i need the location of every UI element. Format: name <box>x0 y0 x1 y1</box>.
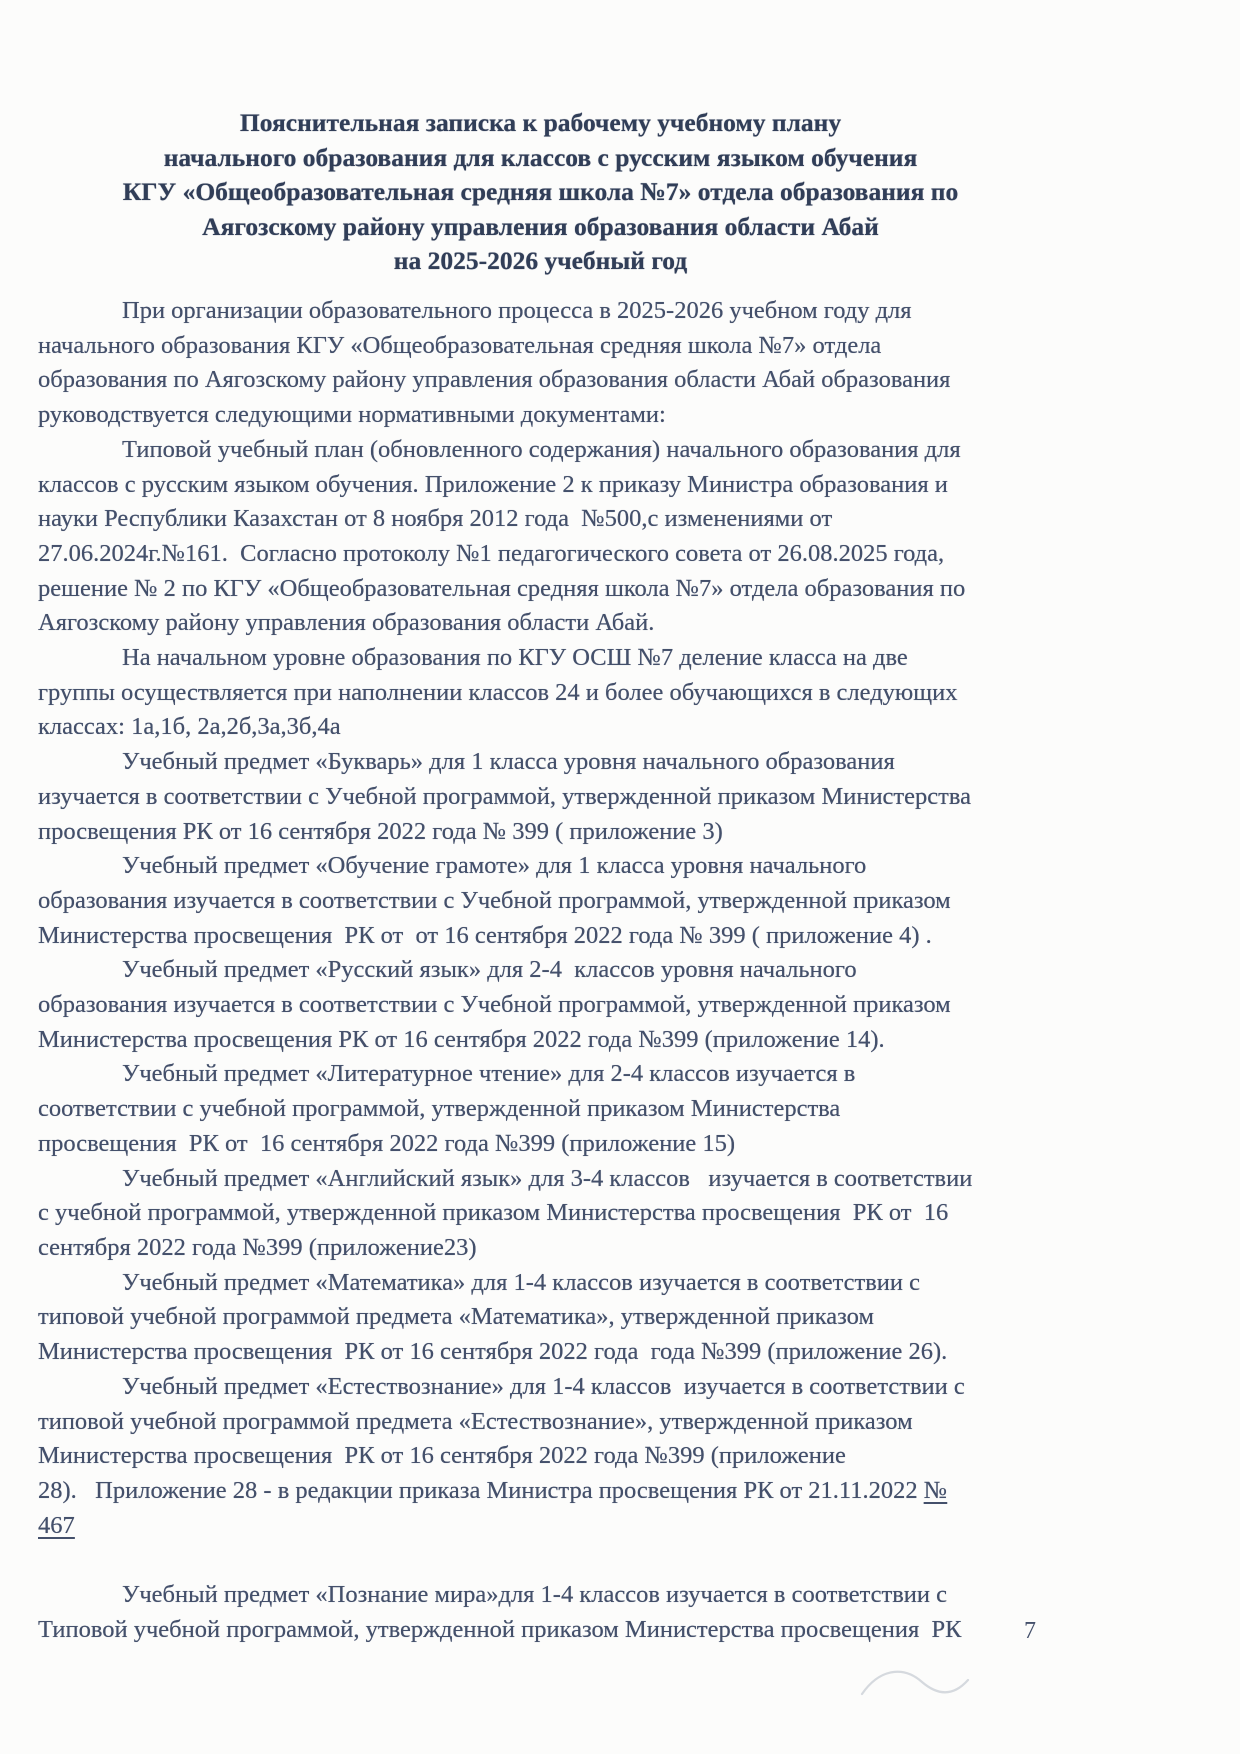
text-line <box>38 988 1128 1023</box>
text-line <box>38 1266 1128 1301</box>
underlined-text: № <box>923 1476 948 1504</box>
text-line <box>38 849 1128 884</box>
text-segment: образования изучается в соответствии с Учебной программой, утвержденной приказом <box>38 886 951 914</box>
text-line <box>38 1127 1128 1162</box>
text-segment: 28). Приложение 28 - в редакции приказа Министра просвещения РК от 21.11.2022 <box>38 1476 924 1504</box>
title-line: КГУ «Общеобразовательная средняя школа №7» отдела образования по <box>122 177 959 206</box>
text-segment: Типовой учебный план (обновленного содержания) начального образования для <box>122 435 961 463</box>
text-segment: При организации образовательного процесса в 2025-2026 учебном году для <box>122 297 912 324</box>
text-segment: Учебный предмет «Литературное чтение» для 2-4 классов изучается в <box>122 1060 856 1088</box>
text-line <box>38 1439 1128 1474</box>
text-line <box>38 1057 1128 1092</box>
text-segment: Учебный предмет «Естествознание» для 1-4 классов изучается в соответствии с <box>122 1372 965 1400</box>
text-line <box>38 1196 1128 1231</box>
text-segment: классов с русским языком обучения. Приложение 2 к приказу Министра образования и <box>38 470 948 498</box>
text-line <box>38 1335 1128 1370</box>
text-line <box>38 815 1128 850</box>
title-line: Пояснительная записка к рабочему учебному плану <box>239 108 842 137</box>
text-line <box>38 537 1128 572</box>
text-line <box>38 780 1128 815</box>
text-line <box>38 1613 1128 1648</box>
text-line <box>38 1162 1128 1197</box>
document-title <box>38 106 1043 279</box>
text-line <box>38 606 1128 641</box>
text-segment: образования изучается в соответствии с Учебной программой, утвержденной приказом <box>38 991 951 1019</box>
text-line <box>38 363 1128 398</box>
text-segment: Учебный предмет «Русский язык» для 2-4 классов уровня начального <box>122 956 857 984</box>
text-line <box>38 572 1128 607</box>
text-segment: Министерства просвещения РК от 16 сентября 2022 года №399 (приложение <box>38 1442 846 1470</box>
text-segment: классах: 1а,1б, 2а,2б,3а,3б,4а <box>38 713 341 741</box>
text-segment: просвещения РК от 16 сентября 2022 года №399 (приложение 15) <box>38 1129 736 1157</box>
title-line: на 2025-2026 учебный год <box>393 246 688 275</box>
text-line <box>38 676 1128 711</box>
text-segment: Министерства просвещения РК от от 16 сентября 2022 года № 399 ( приложение 4) . <box>38 921 932 949</box>
text-line <box>38 1405 1128 1440</box>
page-number: 7 <box>1024 1618 1036 1644</box>
text-line <box>38 1509 1128 1544</box>
text-segment: типовой учебной программой предмета «Математика», утвержденной приказом <box>38 1303 874 1331</box>
text-line <box>38 919 1128 954</box>
text-line <box>38 1300 1128 1335</box>
text-line <box>38 329 1128 364</box>
text-line <box>38 641 1128 676</box>
text-line <box>38 745 1128 780</box>
underlined-text: 467 <box>38 1511 75 1539</box>
text-segment: соответствии с учебной программой, утвержденной приказом Министерства <box>38 1095 841 1123</box>
text-line <box>38 1023 1128 1058</box>
text-segment: 27.06.2024г.№161. Согласно протоколу №1 педагогического совета от 26.08.2025 года, <box>38 539 945 567</box>
document-body <box>38 294 1128 1647</box>
text-line <box>38 884 1128 919</box>
text-line <box>38 1370 1128 1405</box>
text-segment: Министерства просвещения РК от 16 сентября 2022 года года №399 (приложение 26). <box>38 1338 948 1366</box>
text-line <box>38 502 1128 537</box>
text-line <box>38 1231 1128 1266</box>
text-segment: Аягозскому району управления образования области Абай. <box>38 609 655 637</box>
text-segment: Учебный предмет «Букварь» для 1 класса уровня начального образования <box>122 748 895 776</box>
text-segment: с учебной программой, утвержденной приказом Министерства просвещения РК от 16 <box>38 1199 949 1227</box>
text-line <box>38 1092 1128 1127</box>
text-segment: Учебный предмет «Познание мира»для 1-4 классов изучается в соответствии с <box>122 1581 948 1609</box>
text-line <box>38 433 1128 468</box>
text-segment: науки Республики Казахстан от 8 ноября 2012 года №500,с изменениями от <box>38 505 833 533</box>
text-line <box>38 398 1128 433</box>
title-line: Аягозскому району управления образования области Абай <box>202 211 879 241</box>
text-segment: изучается в соответствии с Учебной программой, утвержденной приказом Министерства <box>38 782 971 810</box>
text-segment: Типовой учебной программой, утвержденной приказом Министерства просвещения РК <box>38 1615 962 1643</box>
text-segment: Учебный предмет «Обучение грамоте» для 1 класса уровня начального <box>122 852 867 880</box>
text-segment: руководствуется следующими нормативными документами: <box>38 401 666 429</box>
text-segment: начального образования КГУ «Общеобразовательная средняя школа №7» отдела <box>38 331 882 359</box>
text-segment: На начальном уровне образования по КГУ ОСШ №7 деление класса на две <box>122 644 908 672</box>
text-line <box>38 294 1128 329</box>
text-segment: Учебный предмет «Математика» для 1-4 классов изучается в соответствии с <box>122 1268 920 1296</box>
title-line: начального образования для классов с русским языком обучения <box>163 142 918 172</box>
text-segment: образования по Аягозскому району управления образования области Абай образования <box>38 366 951 394</box>
text-segment: просвещения РК от 16 сентября 2022 года № 399 ( приложение 3) <box>38 817 723 845</box>
text-segment: Министерства просвещения РК от 16 сентября 2022 года №399 (приложение 14). <box>38 1025 885 1053</box>
text-segment: сентября 2022 года №399 (приложение23) <box>38 1233 477 1261</box>
text-line <box>38 1578 1128 1613</box>
text-line <box>38 710 1128 745</box>
blank-line <box>38 1543 1128 1578</box>
text-segment: решение № 2 по КГУ «Общеобразовательная средняя школа №7» отдела образования по <box>38 574 966 602</box>
text-line <box>38 1474 1128 1509</box>
text-segment: Учебный предмет «Английский язык» для 3-4 классов изучается в соответствии <box>122 1164 973 1192</box>
scan-artifact-squiggle <box>856 1652 976 1712</box>
text-segment: группы осуществляется при наполнении классов 24 и более обучающихся в следующих <box>38 678 958 706</box>
text-segment: типовой учебной программой предмета «Естествознание», утвержденной приказом <box>38 1407 913 1435</box>
text-line <box>38 953 1128 988</box>
text-line <box>38 468 1128 503</box>
